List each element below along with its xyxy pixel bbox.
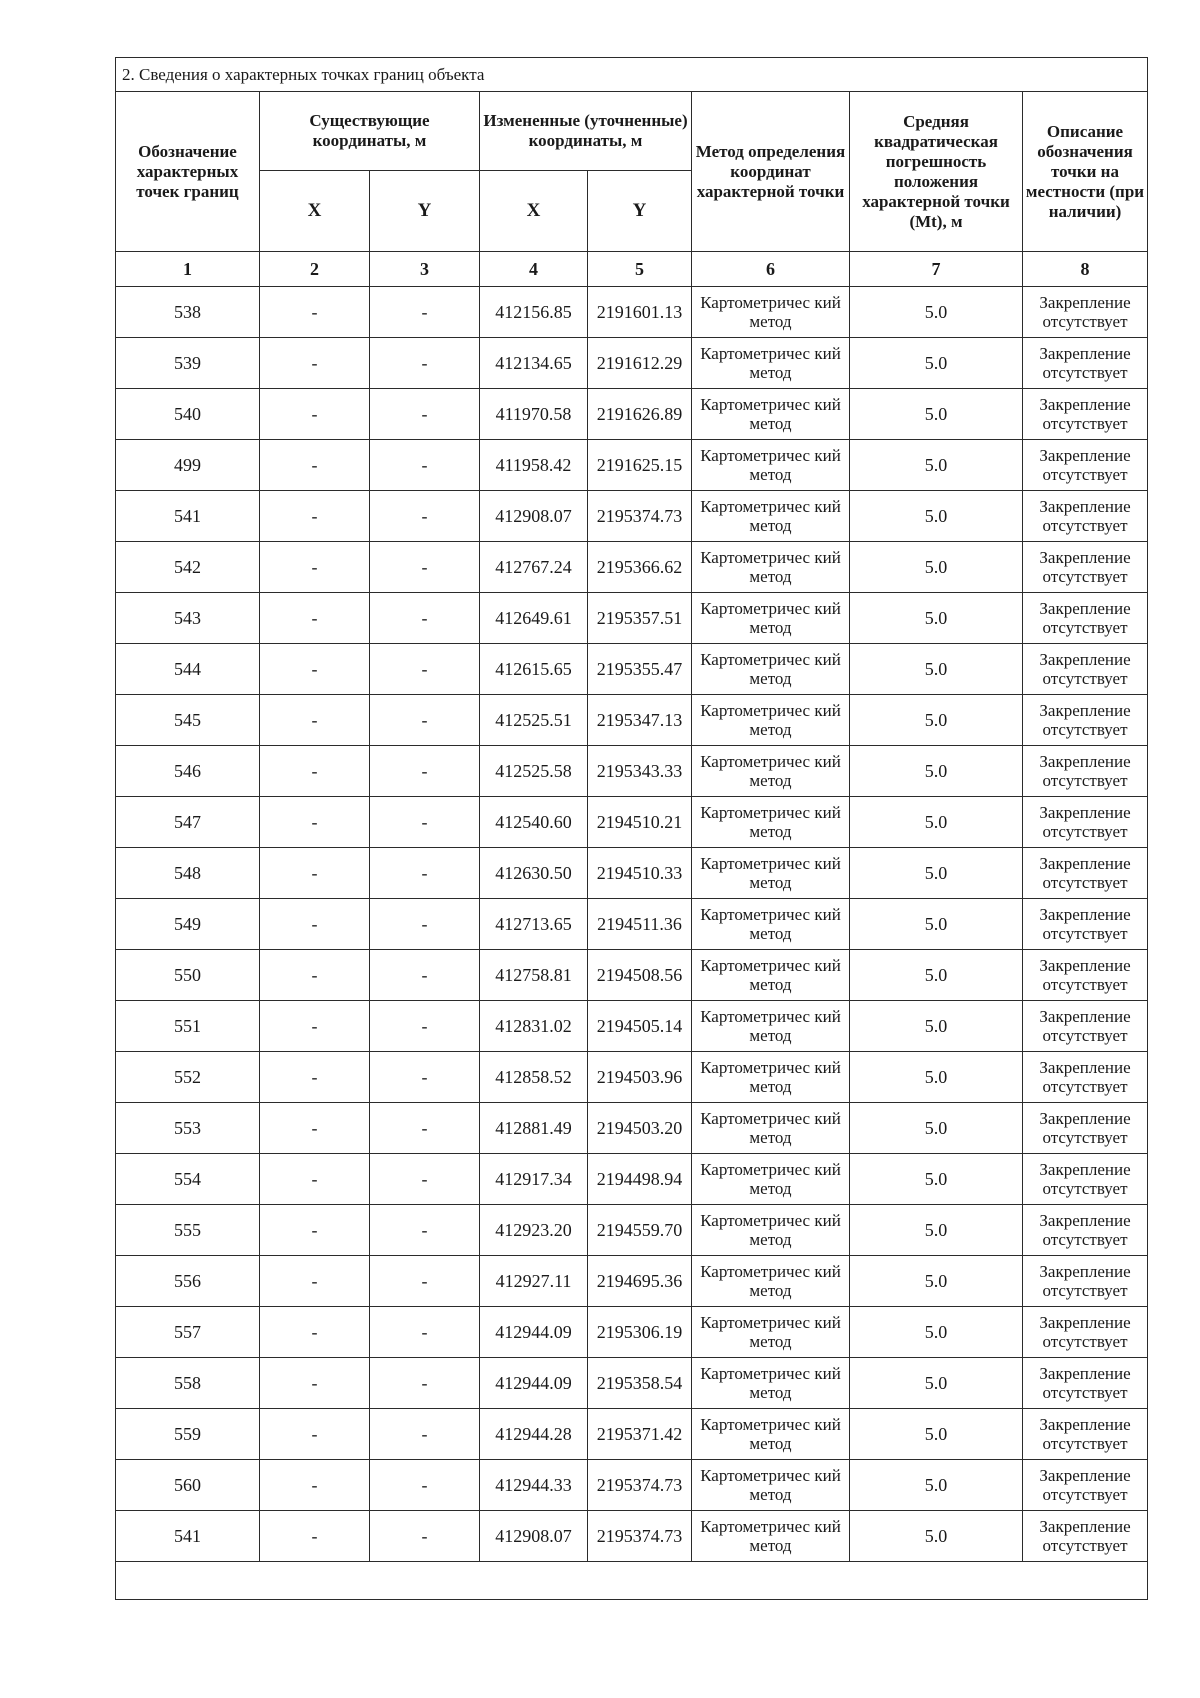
existing-y-cell: - [370,1001,480,1052]
changed-y-cell: 2195306.19 [588,1307,692,1358]
error-cell: 5.0 [850,338,1023,389]
existing-y-cell: - [370,950,480,1001]
description-cell: Закрепление отсутствует [1023,1460,1148,1511]
point-id-cell: 559 [116,1409,260,1460]
error-cell: 5.0 [850,746,1023,797]
point-id-cell: 551 [116,1001,260,1052]
changed-x-cell: 412944.28 [480,1409,588,1460]
error-cell: 5.0 [850,1511,1023,1562]
description-cell: Закрепление отсутствует [1023,338,1148,389]
changed-x-cell: 412713.65 [480,899,588,950]
header-changed-x: X [480,171,588,252]
method-cell: Картометричес кий метод [692,1256,850,1307]
existing-x-cell: - [260,695,370,746]
existing-x-cell: - [260,287,370,338]
existing-y-cell: - [370,746,480,797]
existing-y-cell: - [370,1256,480,1307]
existing-y-cell: - [370,1154,480,1205]
point-id-cell: 540 [116,389,260,440]
existing-x-cell: - [260,797,370,848]
changed-y-cell: 2195374.73 [588,491,692,542]
description-cell: Закрепление отсутствует [1023,899,1148,950]
error-cell: 5.0 [850,797,1023,848]
changed-x-cell: 412923.20 [480,1205,588,1256]
column-number: 2 [260,252,370,287]
method-cell: Картометричес кий метод [692,389,850,440]
table-row [116,1205,1148,1256]
description-cell: Закрепление отсутствует [1023,1409,1148,1460]
existing-y-cell: - [370,593,480,644]
document [115,57,1147,1600]
error-cell: 5.0 [850,1409,1023,1460]
existing-x-cell: - [260,389,370,440]
point-id-cell: 545 [116,695,260,746]
table-row [116,1154,1148,1205]
changed-x-cell: 412917.34 [480,1154,588,1205]
changed-y-cell: 2194510.21 [588,797,692,848]
header-existing-x: X [260,171,370,252]
method-cell: Картометричес кий метод [692,1358,850,1409]
changed-y-cell: 2195355.47 [588,644,692,695]
changed-x-cell: 412944.33 [480,1460,588,1511]
description-cell: Закрепление отсутствует [1023,746,1148,797]
changed-y-cell: 2195358.54 [588,1358,692,1409]
description-cell: Закрепление отсутствует [1023,848,1148,899]
existing-y-cell: - [370,389,480,440]
error-cell: 5.0 [850,950,1023,1001]
changed-x-cell: 411958.42 [480,440,588,491]
changed-y-cell: 2194510.33 [588,848,692,899]
description-cell: Закрепление отсутствует [1023,593,1148,644]
description-cell: Закрепление отсутствует [1023,950,1148,1001]
column-number: 7 [850,252,1023,287]
table-row [116,1103,1148,1154]
method-cell: Картометричес кий метод [692,1103,850,1154]
existing-x-cell: - [260,950,370,1001]
existing-y-cell: - [370,287,480,338]
existing-x-cell: - [260,1307,370,1358]
description-cell: Закрепление отсутствует [1023,797,1148,848]
existing-y-cell: - [370,695,480,746]
table-row [116,848,1148,899]
method-cell: Картометричес кий метод [692,287,850,338]
point-id-cell: 547 [116,797,260,848]
changed-y-cell: 2191625.15 [588,440,692,491]
changed-y-cell: 2195343.33 [588,746,692,797]
changed-x-cell: 412881.49 [480,1103,588,1154]
method-cell: Картометричес кий метод [692,797,850,848]
existing-y-cell: - [370,1460,480,1511]
changed-x-cell: 412649.61 [480,593,588,644]
table-row [116,1256,1148,1307]
existing-y-cell: - [370,1205,480,1256]
point-id-cell: 541 [116,491,260,542]
changed-x-cell: 412908.07 [480,491,588,542]
changed-y-cell: 2194695.36 [588,1256,692,1307]
existing-x-cell: - [260,746,370,797]
description-cell: Закрепление отсутствует [1023,1307,1148,1358]
existing-y-cell: - [370,899,480,950]
point-id-cell: 538 [116,287,260,338]
header-description: Описание обозначения точки на местности (при наличии) [1023,92,1148,252]
changed-y-cell: 2194505.14 [588,1001,692,1052]
header-changed-coords: Измененные (уточненные) координаты, м [480,92,692,171]
table-row [116,1052,1148,1103]
point-id-cell: 557 [116,1307,260,1358]
table-row [116,542,1148,593]
existing-y-cell: - [370,848,480,899]
changed-y-cell: 2195366.62 [588,542,692,593]
existing-y-cell: - [370,1409,480,1460]
table-row [116,644,1148,695]
error-cell: 5.0 [850,1154,1023,1205]
existing-y-cell: - [370,440,480,491]
error-cell: 5.0 [850,593,1023,644]
method-cell: Картометричес кий метод [692,1307,850,1358]
table-footer-row [116,1562,1148,1600]
table-row [116,746,1148,797]
method-cell: Картометричес кий метод [692,644,850,695]
error-cell: 5.0 [850,1205,1023,1256]
header-existing-y: Y [370,171,480,252]
point-id-cell: 544 [116,644,260,695]
method-cell: Картометричес кий метод [692,1511,850,1562]
existing-x-cell: - [260,1409,370,1460]
method-cell: Картометричес кий метод [692,848,850,899]
method-cell: Картометричес кий метод [692,542,850,593]
existing-x-cell: - [260,848,370,899]
description-cell: Закрепление отсутствует [1023,644,1148,695]
method-cell: Картометричес кий метод [692,491,850,542]
error-cell: 5.0 [850,695,1023,746]
changed-x-cell: 412156.85 [480,287,588,338]
column-number-row [116,252,1148,287]
description-cell: Закрепление отсутствует [1023,1154,1148,1205]
changed-y-cell: 2194559.70 [588,1205,692,1256]
description-cell: Закрепление отсутствует [1023,542,1148,593]
existing-x-cell: - [260,1358,370,1409]
error-cell: 5.0 [850,1307,1023,1358]
existing-x-cell: - [260,1001,370,1052]
changed-y-cell: 2191626.89 [588,389,692,440]
existing-y-cell: - [370,1358,480,1409]
point-id-cell: 539 [116,338,260,389]
changed-y-cell: 2194511.36 [588,899,692,950]
method-cell: Картометричес кий метод [692,746,850,797]
point-id-cell: 556 [116,1256,260,1307]
changed-y-cell: 2194503.96 [588,1052,692,1103]
point-id-cell: 543 [116,593,260,644]
changed-y-cell: 2195371.42 [588,1409,692,1460]
changed-x-cell: 412831.02 [480,1001,588,1052]
changed-y-cell: 2195374.73 [588,1511,692,1562]
changed-x-cell: 412927.11 [480,1256,588,1307]
method-cell: Картометричес кий метод [692,1052,850,1103]
error-cell: 5.0 [850,440,1023,491]
changed-y-cell: 2195374.73 [588,1460,692,1511]
changed-y-cell: 2194498.94 [588,1154,692,1205]
description-cell: Закрепление отсутствует [1023,1001,1148,1052]
error-cell: 5.0 [850,1358,1023,1409]
point-id-cell: 548 [116,848,260,899]
changed-y-cell: 2194508.56 [588,950,692,1001]
changed-x-cell: 412944.09 [480,1358,588,1409]
description-cell: Закрепление отсутствует [1023,1052,1148,1103]
table-row [116,593,1148,644]
header-method: Метод определения координат характерной точки [692,92,850,252]
error-cell: 5.0 [850,644,1023,695]
table-row [116,899,1148,950]
existing-x-cell: - [260,542,370,593]
method-cell: Картометричес кий метод [692,899,850,950]
table-row [116,797,1148,848]
description-cell: Закрепление отсутствует [1023,1511,1148,1562]
existing-x-cell: - [260,338,370,389]
description-cell: Закрепление отсутствует [1023,1103,1148,1154]
changed-x-cell: 412525.51 [480,695,588,746]
description-cell: Закрепление отсутствует [1023,1256,1148,1307]
error-cell: 5.0 [850,389,1023,440]
existing-x-cell: - [260,491,370,542]
existing-x-cell: - [260,1205,370,1256]
table-row [116,338,1148,389]
existing-y-cell: - [370,1103,480,1154]
table-row [116,1409,1148,1460]
table-row [116,950,1148,1001]
table-row [116,1307,1148,1358]
existing-x-cell: - [260,593,370,644]
column-number: 6 [692,252,850,287]
existing-x-cell: - [260,899,370,950]
column-number: 1 [116,252,260,287]
point-id-cell: 549 [116,899,260,950]
section-title: 2. Сведения о характерных точках границ объекта [116,58,1148,92]
method-cell: Картометричес кий метод [692,1205,850,1256]
error-cell: 5.0 [850,899,1023,950]
method-cell: Картометричес кий метод [692,1460,850,1511]
table-row [116,695,1148,746]
point-id-cell: 555 [116,1205,260,1256]
changed-x-cell: 412630.50 [480,848,588,899]
header-row-1 [116,92,1148,171]
changed-x-cell: 412767.24 [480,542,588,593]
column-number: 5 [588,252,692,287]
description-cell: Закрепление отсутствует [1023,287,1148,338]
existing-x-cell: - [260,644,370,695]
changed-y-cell: 2195357.51 [588,593,692,644]
error-cell: 5.0 [850,542,1023,593]
existing-x-cell: - [260,440,370,491]
existing-x-cell: - [260,1103,370,1154]
existing-y-cell: - [370,338,480,389]
error-cell: 5.0 [850,1103,1023,1154]
error-cell: 5.0 [850,1460,1023,1511]
changed-x-cell: 412858.52 [480,1052,588,1103]
point-id-cell: 499 [116,440,260,491]
point-id-cell: 541 [116,1511,260,1562]
changed-x-cell: 412540.60 [480,797,588,848]
column-number: 4 [480,252,588,287]
changed-x-cell: 412525.58 [480,746,588,797]
header-existing-coords: Существующие координаты, м [260,92,480,171]
point-id-cell: 560 [116,1460,260,1511]
existing-y-cell: - [370,1511,480,1562]
point-id-cell: 542 [116,542,260,593]
description-cell: Закрепление отсутствует [1023,1358,1148,1409]
method-cell: Картометричес кий метод [692,1154,850,1205]
error-cell: 5.0 [850,848,1023,899]
point-id-cell: 558 [116,1358,260,1409]
changed-y-cell: 2195347.13 [588,695,692,746]
table-row [116,1460,1148,1511]
description-cell: Закрепление отсутствует [1023,440,1148,491]
column-number: 3 [370,252,480,287]
method-cell: Картометричес кий метод [692,1409,850,1460]
existing-y-cell: - [370,797,480,848]
changed-x-cell: 412134.65 [480,338,588,389]
existing-x-cell: - [260,1154,370,1205]
point-id-cell: 550 [116,950,260,1001]
point-id-cell: 552 [116,1052,260,1103]
changed-y-cell: 2191612.29 [588,338,692,389]
existing-y-cell: - [370,491,480,542]
method-cell: Картометричес кий метод [692,695,850,746]
method-cell: Картометричес кий метод [692,338,850,389]
existing-y-cell: - [370,1307,480,1358]
boundary-points-table [115,57,1148,1600]
existing-x-cell: - [260,1511,370,1562]
existing-y-cell: - [370,644,480,695]
table-footer-cell [116,1562,1148,1600]
table-row [116,440,1148,491]
existing-x-cell: - [260,1256,370,1307]
description-cell: Закрепление отсутствует [1023,695,1148,746]
changed-y-cell: 2194503.20 [588,1103,692,1154]
method-cell: Картометричес кий метод [692,1001,850,1052]
header-changed-y: Y [588,171,692,252]
error-cell: 5.0 [850,491,1023,542]
table-row [116,1358,1148,1409]
point-id-cell: 546 [116,746,260,797]
existing-y-cell: - [370,1052,480,1103]
existing-x-cell: - [260,1460,370,1511]
method-cell: Картометричес кий метод [692,593,850,644]
changed-x-cell: 412908.07 [480,1511,588,1562]
error-cell: 5.0 [850,1052,1023,1103]
existing-y-cell: - [370,542,480,593]
changed-x-cell: 412758.81 [480,950,588,1001]
changed-x-cell: 411970.58 [480,389,588,440]
description-cell: Закрепление отсутствует [1023,1205,1148,1256]
header-error: Средняя квадратическая погрешность положения характерной точки (Mt), м [850,92,1023,252]
error-cell: 5.0 [850,1256,1023,1307]
section-title-row [116,58,1148,92]
error-cell: 5.0 [850,1001,1023,1052]
table-row [116,1511,1148,1562]
point-id-cell: 553 [116,1103,260,1154]
description-cell: Закрепление отсутствует [1023,491,1148,542]
column-number: 8 [1023,252,1148,287]
changed-y-cell: 2191601.13 [588,287,692,338]
header-designation: Обозначение характерных точек границ [116,92,260,252]
method-cell: Картометричес кий метод [692,440,850,491]
method-cell: Картометричес кий метод [692,950,850,1001]
existing-x-cell: - [260,1052,370,1103]
table-row [116,491,1148,542]
table-body [116,287,1148,1562]
error-cell: 5.0 [850,287,1023,338]
description-cell: Закрепление отсутствует [1023,389,1148,440]
table-row [116,389,1148,440]
table-row [116,1001,1148,1052]
changed-x-cell: 412944.09 [480,1307,588,1358]
table-row [116,287,1148,338]
changed-x-cell: 412615.65 [480,644,588,695]
point-id-cell: 554 [116,1154,260,1205]
